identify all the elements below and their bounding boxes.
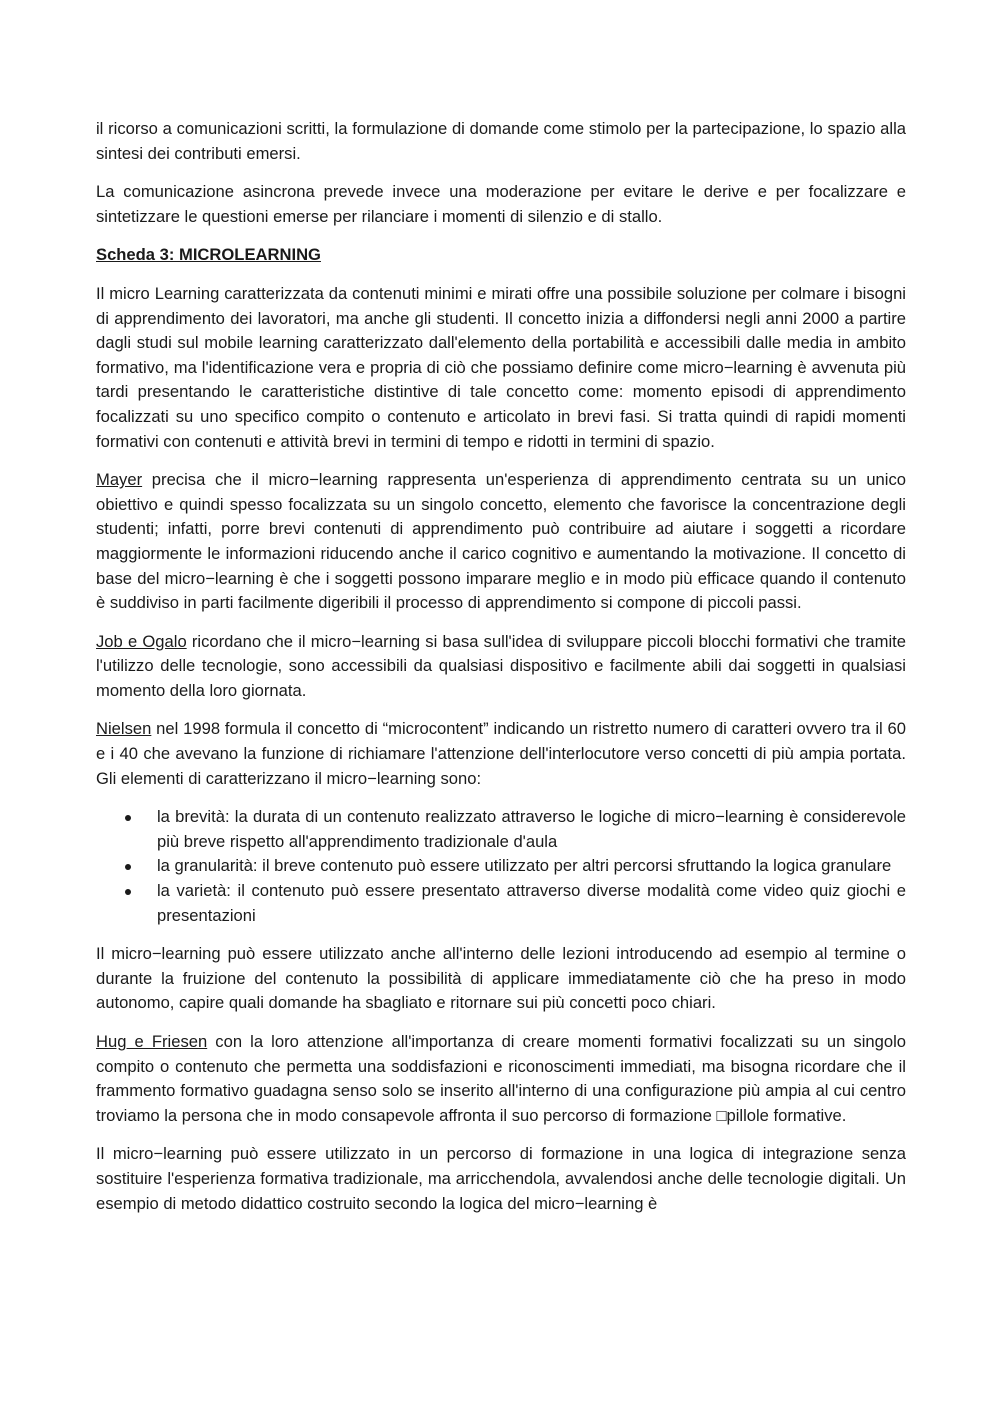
author-job-ogalo: Job e Ogalo: [96, 631, 187, 651]
paragraph-5: [96, 630, 906, 704]
section-heading: Scheda 3: MICROLEARNING: [96, 245, 321, 265]
author-hug-friesen: Hug e Friesen: [96, 1032, 208, 1051]
paragraph-6-text: nel 1998 formula il concetto di “microcontent” indicando un ristretto numero di caratteri ovvero tra il 60 e i 40 che avevano la funzione di richiamare l'attenzione dell'interlocutore verso concetti di più ampia portata. Gli elementi di caratterizzano il micro−learning sono:: [96, 719, 906, 788]
paragraph-6: [96, 717, 906, 791]
paragraph-8: [96, 1030, 906, 1128]
paragraph-9: Il micro−learning può essere utilizzato in un percorso di formazione in una logica di integrazione senza sostituire l'esperienza formativa tradizionale, ma arricchendola, avvalendosi anche delle tecnologie digitali. Un esempio di metodo didattico costruito secondo la logica del micro−learning è: [96, 1144, 906, 1213]
list-item: la varietà: il contenuto può essere presentato attraverso diverse modalità come video quiz giochi e presentazioni: [96, 879, 906, 928]
author-nielsen: Nielsen: [96, 719, 152, 739]
paragraph-1: il ricorso a comunicazioni scritti, la formulazione di domande come stimolo per la partecipazione, lo spazio alla sintesi dei contributi emersi.: [96, 119, 906, 163]
paragraph-3: Il micro Learning caratterizzata da contenuti minimi e mirati offre una possibile soluzione per colmare i bisogni di apprendimento dei lavoratori, ma anche gli studenti. Il concetto inizia a diffondersi negli anni 2000 a partire dagli studi sul mobile learning caratterizzato dall'elemento della portabilità e accessibili dalle media in ambito formativo, ma l'identificazione vera e propria di ciò che possiamo definire come micro−learning è avvenuta più tardi presentando le caratteristiche distintive di tale concetto come: momento episodi di apprendimento focalizzati su uno specifico compito o contenuto e articolato in brevi fasi. Si tratta quindi di rapidi momenti formativi con contenuti e attività brevi in termini di tempo e ridotti in termini di spazio.: [96, 283, 906, 451]
paragraph-7: Il micro−learning può essere utilizzato anche all'interno delle lezioni introducendo ad esempio al termine o durante la fruizione del contenuto la possibilità di applicare immediatamente ciò che ha preso in modo autonomo, capire quali domande ha sbagliato e ritornare sui più concetti poco chiari.: [96, 944, 906, 1013]
list-item: la brevità: la durata di un contenuto realizzato attraverso le logiche di micro−learning è considerevole più breve rispetto all'apprendimento tradizionale d'aula: [96, 805, 906, 854]
paragraph-4-text: precisa che il micro−learning rappresenta un'esperienza di apprendimento centrata su un unico obiettivo e quindi spesso focalizzata su un singolo concetto, elemento che favorisce la concentrazione degli studenti; infatti, porre brevi contenuti di apprendimento può contribuire ad aiutare i soggetti a ricordare maggiormente le informazioni riducendo anche il carico cognitivo e aumentando la motivazione. Il concetto di base del micro−learning è che i soggetti possono imparare meglio e in modo più efficace quando il contenuto è suddiviso in parti facilmente digeribili il processo di apprendimento si compone di piccoli passi.: [96, 470, 906, 613]
paragraph-4: [96, 468, 906, 616]
paragraph-2: La comunicazione asincrona prevede invece una moderazione per evitare le derive e per focalizzare e sintetizzare le questioni emerse per rilanciare i momenti di silenzio e di stallo.: [96, 182, 906, 226]
paragraph-5-text: ricordano che il micro−learning si basa sull'idea di sviluppare piccoli blocchi formativi che tramite l'utilizzo delle tecnologie, sono accessibili da qualsiasi dispositivo e facilmente abili dai soggetti in qualsiasi momento della loro giornata.: [96, 631, 906, 700]
bullet-list: [96, 805, 906, 928]
document-page: [96, 117, 906, 1216]
paragraph-8-text: con la loro attenzione all'importanza di creare momenti formativi focalizzati su un singolo compito o contenuto che permetta una soddisfazioni e riconoscimenti immediati, ma bisogna ricordare che il frammento formativo guadagna senso solo se inserito all'interno di una configurazione più ampia al cui centro troviamo la persona che in modo consapevole affronta il suo percorso di formazione □pillole formative.: [96, 1032, 906, 1125]
author-mayer: Mayer: [96, 470, 143, 490]
list-item: la granularità: il breve contenuto può essere utilizzato per altri percorsi sfruttando la logica granulare: [96, 854, 906, 879]
